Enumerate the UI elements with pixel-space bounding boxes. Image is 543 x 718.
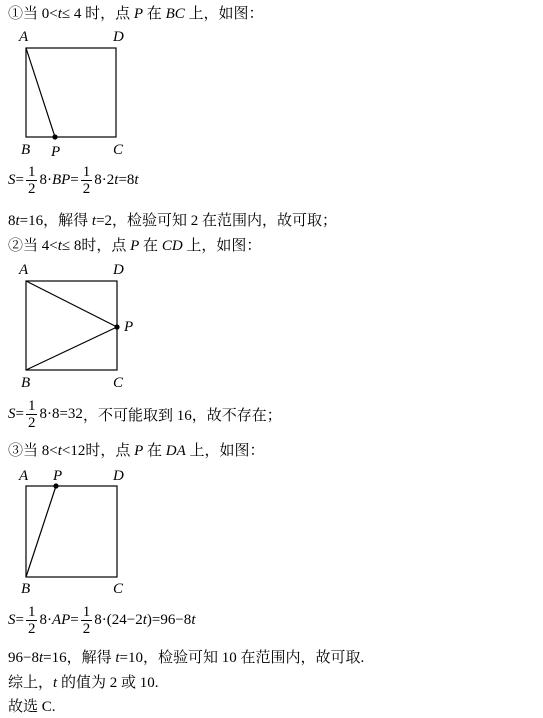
point-p-1 xyxy=(52,134,57,139)
case3-formula: S = $\frac{1}{2}$ 8· AP = $\frac{1}{2}$ 8·(24−2 t )=96−8 t xyxy=(8,603,196,637)
point-p-2 xyxy=(114,324,119,329)
case1-heading: ①当 0<t≤ 4 时，点 P 在 BC 上，如图： xyxy=(8,6,264,22)
label-d-1: D xyxy=(113,29,124,45)
segment-bp-3 xyxy=(26,486,56,577)
label-d-2: D xyxy=(113,262,124,278)
square-abcd-2 xyxy=(26,281,117,370)
case2-heading: ②当 4<t≤ 8时，点 P 在 CD 上，如图： xyxy=(8,238,262,254)
answer-line: 故选 C. xyxy=(8,699,56,715)
square-abcd-3 xyxy=(26,486,117,577)
square-abcd-1 xyxy=(26,48,116,137)
case1-solution: 8t=16，解得 t=2，检验可知 2 在范围内，故可取； xyxy=(8,213,338,229)
label-c-1: C xyxy=(113,142,124,158)
case2-formula: S = $\frac{1}{2}$ 8·8=32 ，不可能取到 16，故不存在； xyxy=(8,397,282,431)
figure-1 xyxy=(26,48,116,140)
figure-2 xyxy=(26,281,120,370)
segment-ap-1 xyxy=(26,48,55,137)
label-b-2: B xyxy=(21,375,31,391)
figure-3 xyxy=(26,483,117,577)
label-p-1: P xyxy=(51,144,61,160)
case3-heading: ③当 8<t<12时，点 P 在 DA 上，如图： xyxy=(8,443,265,459)
label-c-3: C xyxy=(113,581,124,597)
segment-ap-2 xyxy=(26,281,117,327)
case1-formula: S = $\frac{1}{2}$ 8· BP = $\frac{1}{2}$ 8·2 t =8 t xyxy=(8,163,139,197)
label-d-3: D xyxy=(113,468,124,484)
summary-line: 综上，t 的值为 2 或 10. xyxy=(8,675,159,691)
label-b-1: B xyxy=(21,142,31,158)
case3-solution: 96−8t=16，解得 t=10，检验可知 10 在范围内，故可取. xyxy=(8,650,365,666)
label-b-3: B xyxy=(21,581,31,597)
label-a-2: A xyxy=(19,262,29,278)
label-p-2: P xyxy=(124,319,134,335)
segment-bp-2 xyxy=(26,327,117,370)
fraction-half: $\frac{1}{2}$ xyxy=(27,163,36,197)
fraction-half: $\frac{1}{2}$ xyxy=(82,603,91,637)
fraction-half: $\frac{1}{2}$ xyxy=(27,603,36,637)
label-c-2: C xyxy=(113,375,124,391)
fraction-half: $\frac{1}{2}$ xyxy=(82,163,91,197)
label-a-3: A xyxy=(19,468,29,484)
label-p-3: P xyxy=(53,468,63,484)
label-a-1: A xyxy=(19,29,29,45)
fraction-half: $\frac{1}{2}$ xyxy=(27,397,36,431)
